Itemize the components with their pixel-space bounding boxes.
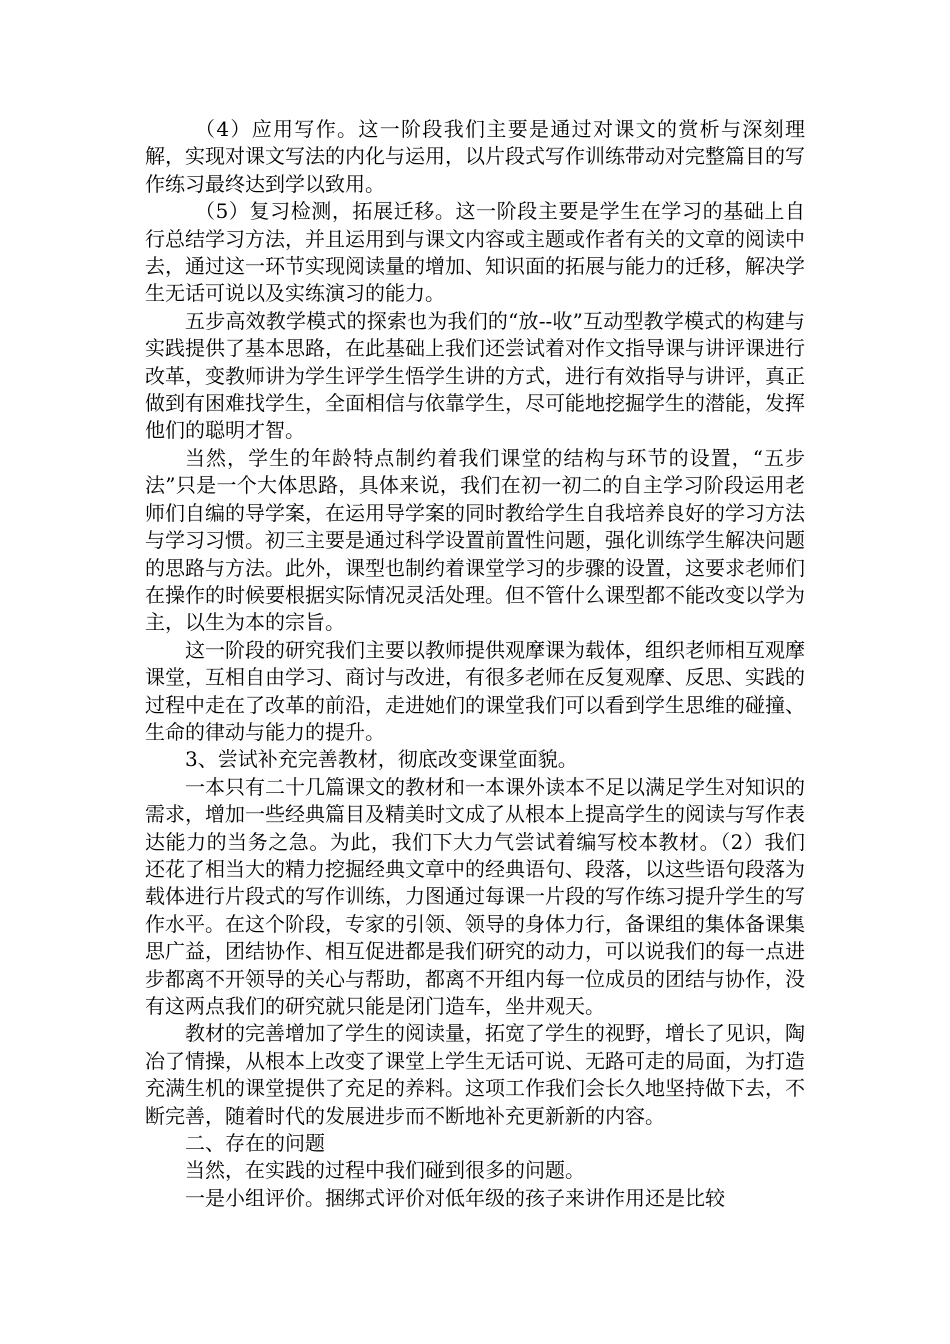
paragraph-five-step-model: 五步高效教学模式的探索也为我们的“放--收”互动型教学模式的构建与实践提供了基本思路，在此基础上我们还尝试着对作文指导课与讲评课进行改革，变教师讲为学生评学生悟学生讲的方式，进行有效指导与讲评，真正做到有困难找学生，全面相信与依靠学生，尽可能地挖掘学生的潜能，发挥他们的聪明才智。 — [145, 308, 805, 443]
paragraph-observation-lessons: 这一阶段的研究我们主要以教师提供观摩课为载体，组织老师相互观摩课堂，互相自由学习、商讨与改进，有很多老师在反复观摩、反思、实践的过程中走在了改革的前沿，走进她们的课堂我们可以看到学生思维的碰撞、生命的律动与能力的提升。 — [145, 637, 805, 744]
paragraph-school-textbooks: 一本只有二十几篇课文的教材和一本课外读本不足以满足学生对知识的需求，增加一些经典篇目及精美时文成了从根本上提高学生的阅读与写作表达能力的当务之急。为此，我们下大力气尝试着编写校本教材。（2）我们还花了相当大的精力挖掘经典文章中的经典语句、段落，以这些语句段落为载体进行片段式的写作训练，力图通过每课一片段的写作练习提升学生的写作水平。在这个阶段，专家的引领、领导的身体力行，备课组的集体备课集思广益，团结协作、相互促进都是我们研究的动力，可以说我们的每一点进步都离不开领导的关心与帮助，都离不开组内每一位成员的团结与协作，没有这两点我们的研究就只能是闭门造车，坐井观天。 — [145, 774, 805, 1018]
paragraph-review-transfer: （5）复习检测，拓展迁移。这一阶段主要是学生在学习的基础上自行总结学习方法，并且运用到与课文内容或主题或作者有关的文章的阅读中去，通过这一环节实现阅读量的增加、知识面的拓展与能力的迁移，解决学生无话可说以及实练演习的能力。 — [145, 199, 805, 306]
document-body — [145, 116, 805, 1212]
section-heading-textbooks: 3、尝试补充完善教材，彻底改变课堂面貌。 — [185, 747, 578, 772]
paragraph-age-characteristics: 当然，学生的年龄特点制约着我们课堂的结构与环节的设置，“五步法”只是一个大体思路，具体来说，我们在初一初二的自主学习阶段运用老师们自编的导学案，在运用导学案的同时教给学生自我培养良好的学习方法与学习习惯。初三主要是通过科学设置前置性问题，强化训练学生解决问题的思路与方法。此外，课型也制约着课堂学习的步骤的设置，这要求老师们在操作的时候要根据实际情况灵活处理。但不管什么课型都不能改变以学为主，以生为本的宗旨。 — [145, 445, 805, 635]
paragraph-group-evaluation: 一是小组评价。捆绑式评价对低年级的孩子来讲作用还是比较 — [185, 1185, 725, 1210]
section-heading-problems: 二、存在的问题 — [185, 1131, 325, 1156]
paragraph-applied-writing: （4）应用写作。这一阶段我们主要是通过对课文的赏析与深刻理解，实现对课文写法的内化与运用，以片段式写作训练带动对完整篇目的写作练习最终达到学以致用。 — [145, 117, 805, 196]
paragraph-textbook-improvement: 教材的完善增加了学生的阅读量，拓宽了学生的视野，增长了见识，陶冶了情操，从根本上改变了课堂上学生无话可说、无路可走的局面，为打造充满生机的课堂提供了充足的养料。这项工作我们会长久地坚持做下去，不断完善，随着时代的发展进步而不断地补充更新新的内容。 — [145, 1021, 805, 1128]
paragraph-problems-intro: 当然，在实践的过程中我们碰到很多的问题。 — [185, 1158, 585, 1183]
